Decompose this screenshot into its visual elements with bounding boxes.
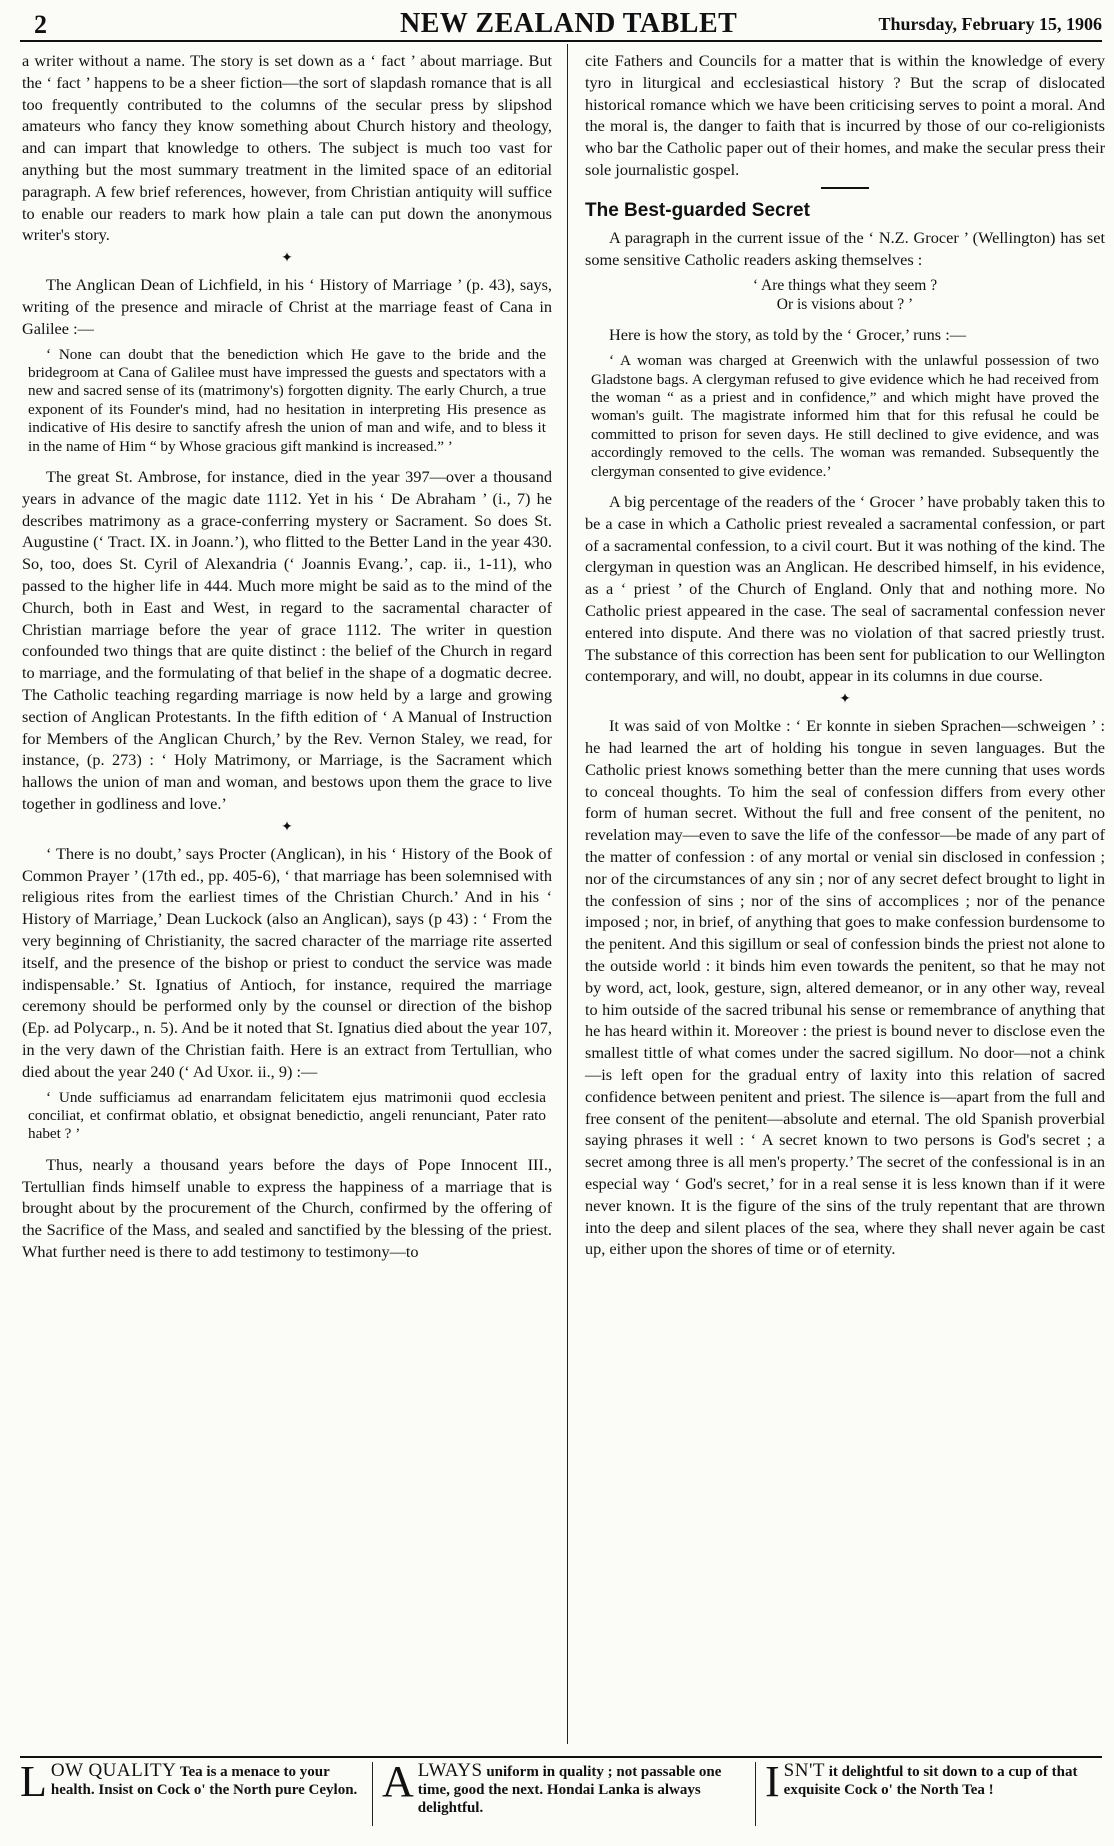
newspaper-title: NEW ZEALAND TABLET (400, 8, 738, 39)
paragraph: The Anglican Dean of Lichfield, in his ‘ History of Marriage ’ (p. 43), says, writing of the presence and miracle of Christ at the marriage feast of Cana in Galilee :— (22, 275, 552, 338)
ad-divider (372, 1762, 373, 1826)
paragraph: It was said of von Moltke : ‘ Er konnte in sieben Sprachen—schweigen ’ : he had learned the art of holding his tongue in seven languages. But the Catholic priest knows something better than the mere cunning that uses words to conceal thoughts. To him the seal of confession differs from every other form of human secret. Without the full and free consent of the penitent, no revelation may—even to save the life of the confessor—be made of any part of the matter of confession : of any mortal or venial sin disclosed in confession ; nor of the circumstances of any sin ; nor of any secret defect brought to light in the confession of sins ; nor of the sins of accomplices ; nor of the penance imposed ; nor, in brief, of anything that goes to make confession burdensome to the penitent. And this sigillum or seal of confession binds the priest not alone to the outside world : it binds him even towards the penitent, so that he may not by word, act, look, gesture, sign, altered demeanor, or in any other way, reveal to him outside of the sacred tribunal his sense or remembrance of anything that he has heard within it. Moreover : the priest is bound never to disclose even the smallest tittle of what comes under the sacred sigillum. No door—not a chink—is left open for the gradual entry of laxity into this relation of sacred confidence between penitent and priest. The silence is—apart from the full and free consent of the penitent—absolute and eternal. The old Spanish proverbial saying phrases it well : ‘ A secret known to two persons is God's secret ; a secret among three is all men's property.’ The secret of the confessional is in an especial way ‘ God's secret,’ for in a real sense it is less known than if it were never known. It is the figure of the sins of the truly repentant that are thrown into the deep and silent places of the sea, where they shall never again be cast up, either upon the shores of time or of eternity. (585, 716, 1105, 1259)
paragraph: A big percentage of the readers of the ‘ Grocer ’ have probably taken this to be a case in which a Catholic priest revealed a sacramental confession, or part of a sacramental confession, to a civil court. But it was nothing of the kind. The clergyman in question was an Anglican. He described himself, in his evidence, as a ‘ priest ’ of the Church of England. Only that and nothing more. No Catholic priest appeared in the case. The seal of sacramental confession never entered into dispute. And there was no violation of that sacred priestly trust. The substance of this correction has been sent for publication to our Wellington contemporary, and will, no doubt, appear in its columns in due course. (585, 492, 1105, 686)
masthead-rule (20, 40, 1102, 42)
ad-text: it delightful to sit down to a cup of that exquisite Cock o' the North Tea ! (783, 1764, 1078, 1798)
verse-line: Or is visions about ? ’ (776, 296, 914, 314)
left-column (22, 50, 552, 1267)
verse-line: ‘ Are things what they seem ? (752, 277, 938, 295)
drop-cap: A (382, 1757, 414, 1806)
paragraph: The great St. Ambrose, for instance, died in the year 397—over a thousand years in advance of the magic date 1112. Yet in his ‘ De Abraham ’ (i., 7) he describes matrimony as a grace-conferring mystery or Sacrament. So does St. Augustine (‘ Tract. IX. in Joann.’), who flitted to the Better Land in the year 430. So, too, does St. Cyril of Alexandria (‘ Joannis Evang.’, cap. ii., 1-11), who passed to the higher life in 444. Much more might be said as to the mind of the Church, both in East and West, in regard to the sacramental character of Christian marriage before the year of grace 1112. The writer in question confounded two things that are quite distinct : the belief of the Church in regard to marriage, and the formulating of that belief in the shape of a dogmatic decree. The Catholic teaching regarding marriage is now held by a large and growing section of Anglican Protestants. In the fifth edition of ‘ A Manual of Instruction for Members of the Anglican Church,’ by the Rev. Vernon Staley, we read, for instance, (p. 273) : ‘ Holy Matrimony, or Marriage, is the Sacrament which hallows the union of man and woman, and bestows upon them the grace to live together in godliness and love.’ (22, 467, 552, 813)
ornament-divider: ✦ (281, 251, 293, 267)
paragraph: ‘ There is no doubt,’ says Procter (Anglican), in his ‘ History of the Book of Common Prayer ’ (17th ed., pp. 405-6), ‘ that marriage has been solemnised with religious rites from the earliest times of the Christian Church.’ And in his ‘ History of Marriage,’ Dean Luckock (also an Anglican), says (p 43) : ‘ From the very beginning of Christianity, the sacred character of the marriage rite asserted itself, and the presence of the bishop or priest to conduct the service was made indispensable.’ St. Ignatius of Antioch, for instance, required the marriage ceremony should be performed only by the counsel or direction of the bishop (Ep. ad Polycarp., n. 5). And be it noted that St. Ignatius died about the year 107, in the very dawn of the Christian faith. Here is an extract from Tertullian, who died about the year 240 (‘ Ad Uxor. ii., 9) :— (22, 843, 552, 1081)
ad-text: uniform in quality ; not passable one time, good the next. Hondai Lanka is always delightful. (417, 1764, 722, 1816)
drop-cap: I (765, 1757, 780, 1806)
ornament-divider: ✦ (839, 692, 851, 708)
footer-rule (20, 1756, 1102, 1758)
section-heading: The Best-guarded Secret (585, 199, 810, 221)
section-rule (821, 187, 869, 189)
block-quote: ‘ None can doubt that the benediction which He gave to the bride and the bridegroom at Cana of Galilee must have impressed the guests and spectators with a new and sacred sense of its (matrimony's) forgotten dignity. The early Church, a true exponent of its Founder's mind, had no hesitation in interpreting His presence as indicative of His desire to sanctify afresh the union of man and wife, and to bless it in the name of Him “ by Whose gracious gift mankind is increased.” ’ (28, 345, 546, 455)
ad-headline: OW QUALITY (50, 1760, 177, 1781)
drop-cap: L (20, 1757, 47, 1806)
ad-headline: SN'T (783, 1760, 825, 1781)
right-column (585, 50, 1105, 1264)
advertisement (382, 1757, 747, 1832)
advertisement-strip (20, 1757, 1102, 1832)
paragraph: a writer without a name. The story is set down as a ‘ fact ’ about marriage. But the ‘ fact ’ happens to be a sheer fiction—the sort of slapdash romance that is all too frequently contributed to the columns of the secular press by slipshod amateurs who fancy they know something about Church history and theology, and can impart that knowledge to others. The subject is much too vast for anything but the most summary treatment in the limited space of an editorial paragraph. A few brief references, however, from Christian antiquity will suffice to enable our readers to mark how plain a tale can put down the anonymous writer's story. (22, 51, 552, 245)
block-quote: ‘ A woman was charged at Greenwich with the unlawful possession of two Gladstone bags. A clergyman refused to give evidence which he had received from the woman “ as a priest and in confidence,” and which might have proved the woman's guilt. The magistrate informed him that for this refusal he could be committed to prison for seven days. He still declined to give evidence, and was accordingly removed to the cells. The woman was remanded. Subsequently the clergyman consented to give evidence.’ (591, 352, 1099, 480)
advertisement (765, 1757, 1102, 1832)
ornament-divider: ✦ (281, 819, 293, 835)
ad-headline: LWAYS (417, 1760, 483, 1781)
column-divider (567, 44, 568, 1744)
ad-divider (755, 1762, 756, 1826)
advertisement (20, 1757, 365, 1832)
ad-text: Tea is a menace to your health. Insist on Cock o' the North pure Ceylon. (50, 1764, 358, 1798)
block-quote: ‘ Unde sufficiamus ad enarrandam felicitatem ejus matrimonii quod ecclesia conciliat, et confirmat oblatio, et obsignat benedictio, angeli renunciant, Pater rato habet ? ’ (28, 1088, 546, 1143)
verse-quote (585, 276, 1105, 314)
paragraph: Thus, nearly a thousand years before the days of Pope Innocent III., Tertullian finds himself unable to express the happiness of a marriage that is brought about by the procurement of the Church, confirmed by the offering of the Sacrifice of the Mass, and sealed and sanctified by the blessing of the priest. What further need is there to add testimony to testimony—to (22, 1154, 552, 1261)
page-number: 2 (34, 10, 47, 39)
masthead (20, 8, 1102, 38)
issue-date: Thursday, February 15, 1906 (878, 14, 1102, 34)
paragraph: cite Fathers and Councils for a matter that is within the knowledge of every tyro in liturgical and ecclesiastical history ? But the scrap of dislocated historical romance which we have been criticising serves to point a moral. And the moral is, the danger to faith that is incurred by those of our co-religionists who bar the Catholic paper out of their homes, and make the secular press their sole journalistic gospel. (585, 51, 1105, 179)
paragraph: Here is how the story, as told by the ‘ Grocer,’ runs :— (609, 325, 966, 345)
paragraph: A paragraph in the current issue of the ‘ N.Z. Grocer ’ (Wellington) has set some sensitive Catholic readers asking themselves : (585, 227, 1105, 269)
